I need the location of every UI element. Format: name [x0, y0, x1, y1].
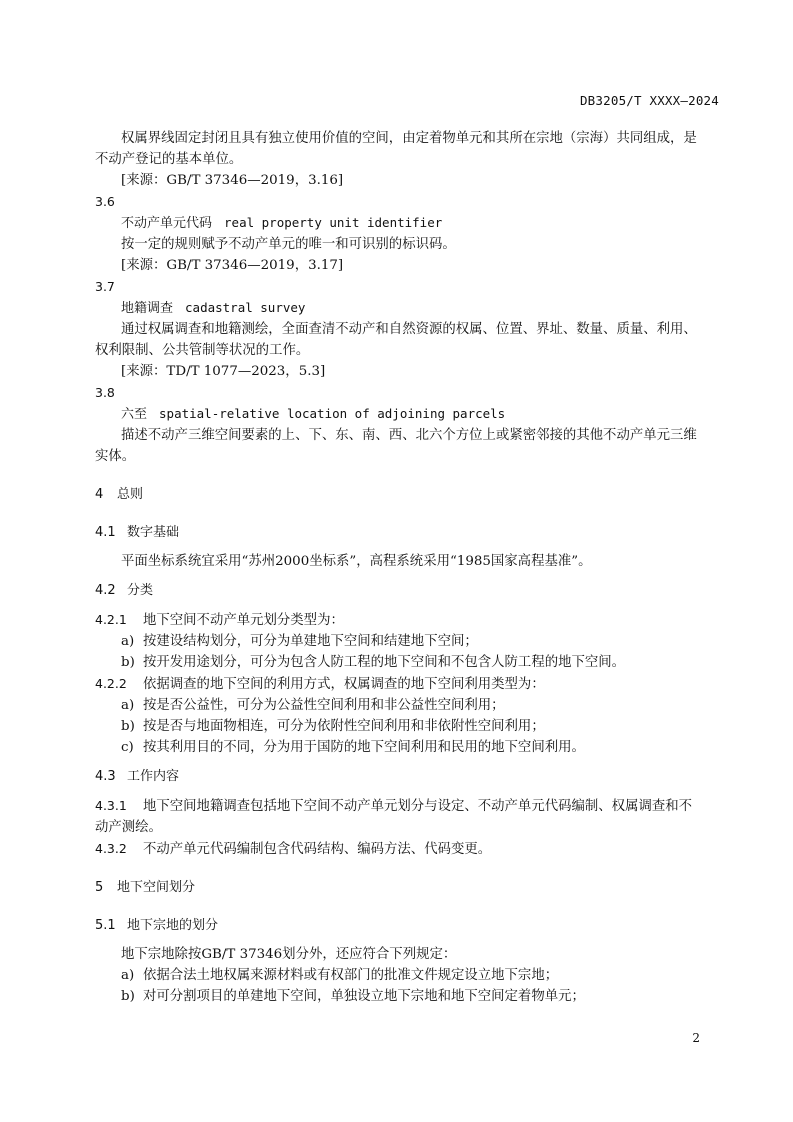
list-text: 依据合法土地权属来源材料或有权部门的批准文件规定设立地下宗地； — [143, 968, 559, 983]
list-item — [95, 965, 720, 986]
list-text: 按其利用目的不同，分为用于国防的地下空间利用和民用的地下空间利用。 — [143, 740, 585, 755]
list-item — [95, 716, 720, 737]
term-entry — [95, 297, 720, 319]
paragraph-text: 平面坐标系统宜采用“苏州2000坐标系”，高程系统采用“1985国家高程基准”。 — [121, 554, 592, 569]
heading-number: 5.1 — [95, 918, 116, 933]
term-number: 3.8 — [95, 385, 115, 400]
term-english: cadastral survey — [185, 300, 306, 315]
list-text: 对可分割项目的单建地下空间，单独设立地下宗地和地下空间定着物单元； — [143, 989, 585, 1004]
list-label: b) — [121, 989, 135, 1004]
section-heading — [95, 915, 720, 936]
definition-text: 按一定的规则赋予不动产单元的唯一和可识别的标识码。 — [121, 237, 456, 252]
term-number: 3.6 — [95, 194, 115, 209]
paragraph-text: 地下宗地除按GB/T 37346划分外，还应符合下列规定： — [121, 947, 457, 962]
definition-text: 不动产登记的基本单位。 — [95, 152, 243, 167]
clause — [95, 838, 720, 860]
list-text: 按建设结构划分，可分为单建地下空间和结建地下空间； — [143, 634, 478, 649]
clause-number: 4.3.2 — [95, 841, 127, 856]
clause-text: 地下空间不动产单元划分类型为： — [143, 613, 344, 628]
term-entry — [95, 212, 720, 234]
heading-number: 4 — [95, 487, 104, 502]
term-english: spatial-relative location of adjoining parcels — [159, 406, 506, 421]
heading-title: 分类 — [127, 583, 154, 598]
clause — [95, 609, 720, 631]
source-reference: [来源：GB/T 37346—2019，3.16] — [121, 173, 344, 188]
term-chinese: 不动产单元代码 — [121, 216, 213, 231]
heading-number: 4.2 — [95, 583, 116, 598]
clause-text: 依据调查的地下空间的利用方式，权属调查的地下空间利用类型为： — [143, 677, 545, 692]
section-heading — [95, 580, 720, 601]
heading-number: 4.1 — [95, 525, 116, 540]
document-code: DB3205/T XXXX—2024 — [579, 93, 719, 108]
definition-text: 权属界线固定封闭且具有独立使用价值的空间，由定着物单元和其所在宗地（宗海）共同组成，是 — [121, 131, 697, 146]
heading-title: 地下宗地的划分 — [127, 918, 219, 933]
list-text: 按开发用途划分，可分为包含人防工程的地下空间和不包含人防工程的地下空间。 — [143, 655, 626, 670]
list-text: 按是否与地面物相连，可分为依附性空间利用和非依附性空间利用； — [143, 719, 545, 734]
chapter-heading — [95, 877, 720, 898]
list-label: a) — [121, 634, 135, 649]
list-label: a) — [121, 968, 135, 983]
section-heading — [95, 766, 720, 787]
definition-text: 通过权属调查和地籍测绘，全面查清不动产和自然资源的权属、位置、界址、数量、质量、利用、 — [121, 322, 697, 337]
list-item — [95, 652, 720, 673]
list-item — [95, 737, 720, 758]
list-text: 按是否公益性，可分为公益性空间利用和非公益性空间利用； — [143, 698, 505, 713]
list-label: b) — [121, 655, 135, 670]
clause-text: 不动产单元代码编制包含代码结构、编码方法、代码变更。 — [143, 842, 492, 857]
list-label: a) — [121, 698, 135, 713]
heading-title: 总则 — [117, 487, 144, 502]
page-number: 2 — [692, 1031, 700, 1045]
page-content — [95, 128, 720, 1007]
source-reference: [来源：GB/T 37346—2019，3.17] — [121, 258, 344, 273]
term-entry — [95, 403, 720, 425]
list-item — [95, 631, 720, 652]
source-reference: [来源：TD/T 1077—2023，5.3] — [121, 364, 326, 379]
heading-title: 工作内容 — [127, 769, 180, 784]
clause — [95, 673, 720, 695]
list-item — [95, 986, 720, 1007]
list-label: b) — [121, 719, 135, 734]
definition-text: 权利限制、公共管制等状况的工作。 — [95, 343, 310, 358]
definition-text: 实体。 — [95, 449, 136, 464]
list-label: c) — [121, 740, 134, 755]
term-number: 3.7 — [95, 279, 115, 294]
section-heading — [95, 522, 720, 543]
heading-title: 地下空间划分 — [117, 880, 196, 895]
definition-text: 描述不动产三维空间要素的上、下、东、南、西、北六个方位上或紧密邻接的其他不动产单元三维 — [121, 428, 697, 443]
clause-number: 4.3.1 — [95, 798, 127, 813]
clause-text-continued: 动产测绘。 — [95, 820, 162, 835]
term-chinese: 六至 — [121, 407, 148, 422]
term-english: real property unit identifier — [224, 215, 443, 230]
clause — [95, 795, 720, 817]
list-item — [95, 695, 720, 716]
chapter-heading — [95, 484, 720, 505]
term-chinese: 地籍调查 — [121, 301, 174, 316]
heading-title: 数字基础 — [127, 525, 180, 540]
clause-text: 地下空间地籍调查包括地下空间不动产单元划分与设定、不动产单元代码编制、权属调查和不 — [143, 799, 693, 814]
clause-number: 4.2.2 — [95, 676, 127, 691]
clause-number: 4.2.1 — [95, 612, 127, 627]
heading-number: 4.3 — [95, 769, 116, 784]
heading-number: 5 — [95, 880, 104, 895]
